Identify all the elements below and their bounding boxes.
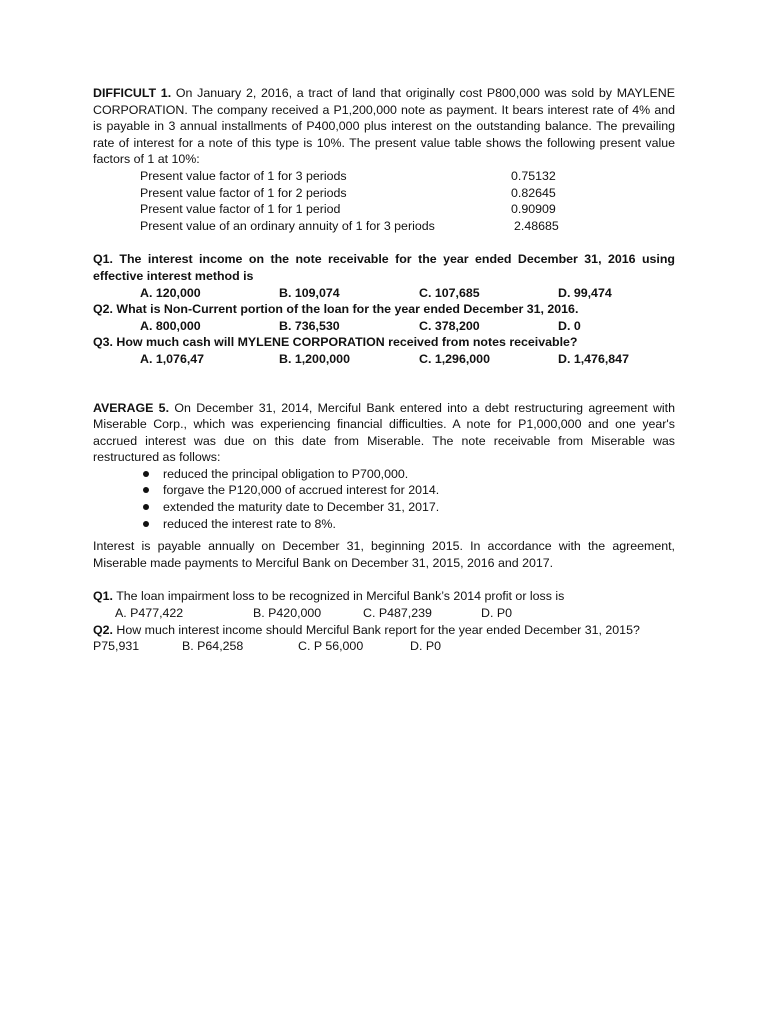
option-c: C. P487,239 — [363, 606, 432, 621]
average-body: On December 31, 2014, Merciful Bank entered into a debt restructuring agreement with Miserable Corp., which was experiencing financial difficulties. A note for P1,000,000 and one year's accrued interest was due on this date from Miserable. The note receivable from Miserable was restructured as follows: — [93, 400, 676, 465]
pv-label: Present value factor of 1 for 2 periods — [140, 185, 347, 200]
average-problem-text — [93, 400, 675, 466]
q1-text: The loan impairment loss to be recognized in Merciful Bank’s 2014 profit or loss is — [112, 589, 565, 604]
option-b: B. P420,000 — [253, 606, 322, 621]
pv-value: 2.48685 — [514, 218, 559, 233]
pv-row — [93, 185, 675, 202]
option-c: C. 1,296,000 — [419, 351, 490, 366]
pv-value: 0.82645 — [511, 185, 556, 200]
option-a: A. P477,422 — [115, 606, 184, 621]
option-c: C. P 56,000 — [298, 639, 364, 654]
restructure-terms-list — [93, 466, 675, 532]
list-item-text: reduced the principal obligation to P700,000. — [163, 466, 409, 481]
average-q1-options — [93, 605, 675, 622]
option-d: D. P0 — [481, 606, 512, 621]
bullet-icon — [143, 471, 149, 477]
average-q2 — [93, 622, 675, 639]
option-a: P75,931 — [93, 639, 140, 654]
bullet-icon — [143, 487, 149, 493]
option-b: B. 109,074 — [279, 285, 340, 300]
option-c: C. 378,200 — [419, 318, 480, 333]
option-c: C. 107,685 — [419, 285, 480, 300]
list-item-text: reduced the interest rate to 8%. — [163, 516, 336, 531]
list-item-text: extended the maturity date to December 31, 2017. — [163, 500, 440, 515]
list-item — [93, 466, 675, 483]
option-d: D. 0 — [558, 318, 581, 333]
difficult-q1-options — [93, 285, 675, 302]
list-item — [93, 482, 675, 499]
difficult-heading: DIFFICULT 1. — [93, 86, 172, 100]
option-a: A. 800,000 — [140, 318, 201, 333]
pv-row — [93, 201, 675, 218]
average-q1 — [93, 588, 675, 605]
pv-row — [93, 168, 675, 185]
difficult-q3-options — [93, 351, 675, 368]
option-d: D. P0 — [410, 639, 441, 654]
q1-label: Q1. — [93, 589, 113, 604]
difficult-q2-options — [93, 318, 675, 335]
difficult-q1: Q1. The interest income on the note receivable for the year ended December 31, 2016 using effective interest method is — [93, 252, 675, 283]
list-item — [93, 516, 675, 533]
list-item — [93, 499, 675, 516]
q2-text: How much interest income should Merciful Bank report for the year ended December 31, 2015? — [112, 622, 640, 637]
difficult-problem-text — [93, 85, 675, 168]
document-page — [93, 85, 675, 655]
option-d: D. 1,476,847 — [558, 351, 629, 366]
list-item-text: forgave the P120,000 of accrued interest for 2014. — [163, 483, 440, 498]
option-b: B. 736,530 — [279, 318, 340, 333]
option-b: B. 1,200,000 — [279, 351, 350, 366]
pv-label: Present value factor of 1 for 1 period — [140, 202, 341, 217]
bullet-icon — [143, 521, 149, 527]
pv-row — [93, 218, 675, 235]
q2-label: Q2. — [93, 622, 113, 637]
pv-label: Present value factor of 1 for 3 periods — [140, 168, 347, 183]
difficult-q3: Q3. How much cash will MYLENE CORPORATION received from notes receivable? — [93, 335, 578, 350]
difficult-q2: Q2. What is Non-Current portion of the loan for the year ended December 31, 2016. — [93, 302, 579, 317]
bullet-icon — [143, 504, 149, 510]
difficult-body: On January 2, 2016, a tract of land that originally cost P800,000 was sold by MAYLENE CORPORATION. The company received a P1,200,000 note as payment. It bears interest rate of 4% and is payable in 3 annual installments of P400,000 plus interest on the outstanding balance. The prevailing rate of interest for a note of this type is 10%. The present value table shows the following present value factors of 1 at 10%: — [93, 86, 675, 167]
pv-value: 0.90909 — [511, 202, 556, 217]
option-a: A. 1,076,47 — [140, 351, 205, 366]
average-heading: AVERAGE 5. — [93, 400, 170, 415]
payment-text: Interest is payable annually on December 31, beginning 2015. In accordance with the agreement, Miserable made payments to Merciful Bank on December 31, 2015, 2016 and 2017. — [93, 539, 675, 570]
pv-value: 0.75132 — [511, 168, 556, 183]
option-d: D. 99,474 — [558, 285, 612, 300]
pv-label: Present value of an ordinary annuity of 1 for 3 periods — [140, 218, 435, 233]
average-q2-options — [93, 638, 675, 655]
pv-table — [93, 168, 675, 234]
option-b: B. P64,258 — [182, 639, 244, 654]
option-a: A. 120,000 — [140, 285, 201, 300]
